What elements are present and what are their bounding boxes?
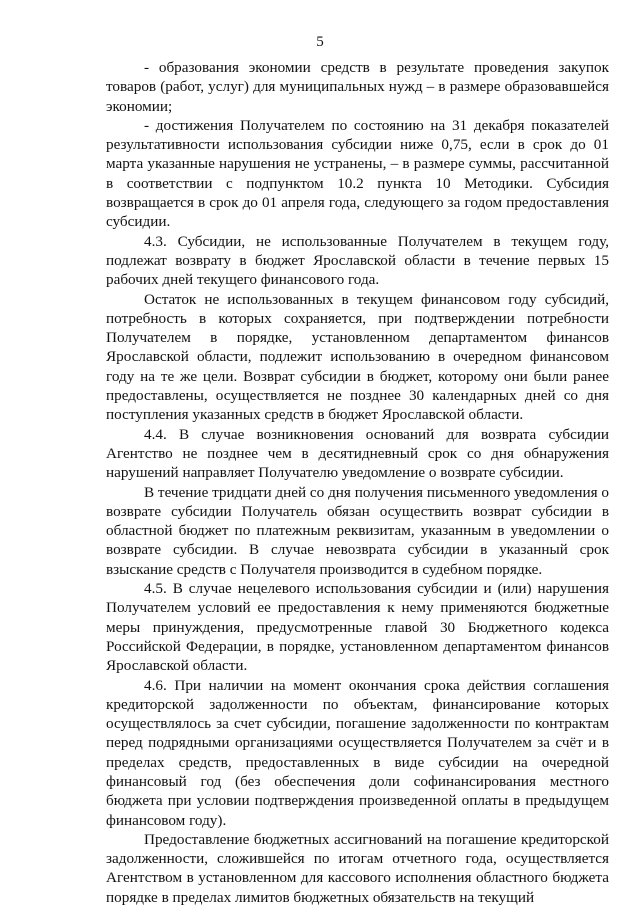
paragraph-4-4: 4.4. В случае возникновения оснований для возврата субсидии Агентство не позднее чем в десятидневный срок со дня обнаружения нарушений направляет Получателю уведомление о возврате субсидии.	[106, 425, 609, 482]
document-body	[106, 58, 609, 907]
paragraph-performance-indicators: - достижения Получателем по состоянию на 31 декабря показателей результативности использования субсидии ниже 0,75, если в срок до 01 марта указанные нарушения не устранены, – в размере суммы, рассчитанной в соответствии с подпунктом 10.2 пункта 10 Методики. Субсидия возвращается в срок до 01 апреля года, следующего за годом предоставления субсидии.	[106, 116, 609, 231]
paragraph-unused-balance: Остаток не использованных в текущем финансовом году субсидий, потребность в которых сохраняется, при подтверждении потребности Получателем в порядке, установленном департаментом финансов Ярославской области, подлежит использованию в очередном финансовом году на те же цели. Возврат субсидии в бюджет, которому они были ранее предоставлены, осуществляется не позднее 30 календарных дней со дня поступления указанных средств в бюджет Ярославской области.	[106, 290, 609, 424]
paragraph-budget-allocations: Предоставление бюджетных ассигнований на погашение кредиторской задолженности, сложившейся по итогам отчетного года, осуществляется Агентством в установленном для кассового исполнения областного бюджета порядке в пределах лимитов бюджетных обязательств на текущий	[106, 830, 609, 906]
paragraph-4-3: 4.3. Субсидии, не использованные Получателем в текущем году, подлежат возврату в бюджет Ярославской области в течение первых 15 рабочих дней текущего финансового года.	[106, 232, 609, 289]
paragraph-4-6: 4.6. При наличии на момент окончания срока действия соглашения кредиторской задолженности по объектам, финансирование которых осуществлялось за счет субсидии, погашение задолженности по контрактам перед подрядными организациями осуществляется Получателем за счёт и в пределах средств, предоставленных в виде субсидии на очередной финансовый год (без обеспечения доли софинансирования местного бюджета при условии подтверждения произведенной оплаты в предыдущем финансовом году).	[106, 676, 609, 829]
page-number: 5	[316, 34, 324, 50]
paragraph-4-5: 4.5. В случае нецелевого использования субсидии и (или) нарушения Получателем условий ее предоставления к нему применяются бюджетные меры принуждения, предусмотренные главой 30 Бюджетного кодекса Российской Федерации, в порядке, установленном департаментом финансов Ярославской области.	[106, 580, 609, 675]
paragraph-savings: - образования экономии средств в результате проведения закупок товаров (работ, услуг) для муниципальных нужд – в размере образовавшейся экономии;	[106, 59, 609, 115]
paragraph-return-deadline: В течение тридцати дней со дня получения письменного уведомления о возврате субсидии Получатель обязан осуществить возврат субсидии в областной бюджет по платежным реквизитам, указанным в уведомлении о возврате субсидии. В случае невозврата субсидии в указанный срок взыскание средств с Получателя производится в судебном порядке.	[106, 483, 609, 578]
